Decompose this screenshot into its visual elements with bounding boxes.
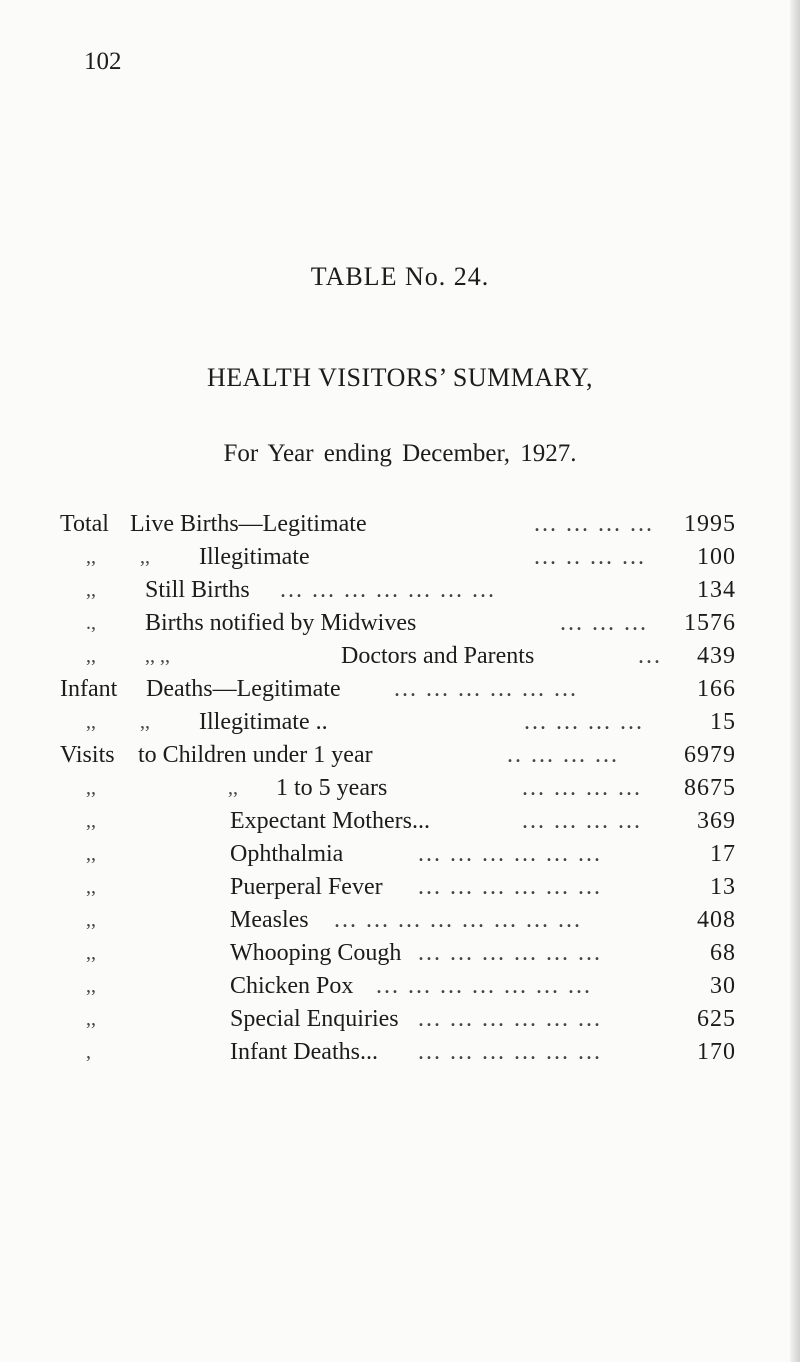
table-title: TABLE No. 24. [310,262,490,291]
row-leader: ... ... ... ... ... ... [418,940,602,966]
row-leader: ... ... ... ... ... ... ... [376,973,592,999]
row-leader: ... ... ... ... ... ... [418,874,602,900]
row-ditto: ,, ,, [145,645,170,667]
row-leader: ... ... ... ... ... ... ... [280,577,496,603]
row-label: Deaths—Legitimate [146,676,341,702]
row-prefix: ,, [86,942,96,964]
table-row [0,739,800,771]
row-value: 166 [697,676,736,702]
row-prefix: ,, [86,876,96,898]
row-leader: ... ... ... ... [522,808,642,834]
table-row [0,706,800,738]
table-row [0,1036,800,1068]
table-row [0,541,800,573]
row-leader: ... ... ... ... [534,511,654,537]
row-prefix: ., [86,612,96,634]
row-label: Live Births—Legitimate [130,511,367,537]
row-ditto: ,, [228,777,238,799]
row-label: Puerperal Fever [230,874,383,900]
row-value: 625 [697,1006,736,1032]
row-value: 13 [710,874,736,900]
row-label: Infant Deaths... [230,1039,378,1065]
row-prefix: , [86,1041,91,1063]
row-label: Doctors and Parents [341,643,535,669]
row-value: 439 [697,643,736,669]
table-row [0,937,800,969]
row-value: 170 [697,1039,736,1065]
table-row [0,1003,800,1035]
row-label: Expectant Mothers... [230,808,430,834]
table-row [0,574,800,606]
row-label: Special Enquiries [230,1006,399,1032]
row-label: Chicken Pox [230,973,354,999]
row-value: 134 [697,577,736,603]
row-ditto: ,, [140,711,150,733]
row-leader: ... ... ... ... ... ... [418,1006,602,1032]
table-row [0,772,800,804]
row-prefix: ,, [86,546,96,568]
row-prefix: ,, [86,909,96,931]
table-row [0,673,800,705]
table-row [0,640,800,672]
row-prefix: ,, [86,843,96,865]
row-label: Measles [230,907,309,933]
row-value: 30 [710,973,736,999]
table-row [0,838,800,870]
row-value: 100 [697,544,736,570]
document-subheading: For Year ending December, 1927. [223,440,577,467]
document-heading: HEALTH VISITORS’ SUMMARY, [207,363,593,392]
row-label: Whooping Cough [230,940,402,966]
row-leader: ... ... ... ... [524,709,644,735]
row-leader: ... ... ... ... ... ... ... ... [334,907,582,933]
table-row [0,871,800,903]
row-label: Illegitimate [199,544,310,570]
table-row [0,607,800,639]
row-value: 1576 [684,610,736,636]
row-value: 17 [710,841,736,867]
row-label: Illegitimate .. [199,709,328,735]
row-label: 1 to 5 years [276,775,388,801]
row-value: 6979 [684,742,736,768]
row-prefix: ,, [86,810,96,832]
row-value: 369 [697,808,736,834]
row-prefix: Total [60,511,109,537]
row-leader: ... .. ... ... [534,544,646,570]
row-leader: ... ... ... ... [522,775,642,801]
row-leader: ... [638,643,662,669]
row-prefix: ,, [86,777,96,799]
row-leader: .. ... ... ... [507,742,619,768]
row-prefix: ,, [86,579,96,601]
row-value: 68 [710,940,736,966]
row-prefix: ,, [86,645,96,667]
table-row [0,805,800,837]
row-value: 8675 [684,775,736,801]
row-ditto: ,, [140,546,150,568]
row-label: Births notified by Midwives [145,610,417,636]
row-label: Ophthalmia [230,841,344,867]
table-row [0,904,800,936]
row-prefix: ,, [86,975,96,997]
page-number: 102 [84,48,122,75]
row-leader: ... ... ... ... ... ... [418,841,602,867]
row-leader: ... ... ... ... ... ... [394,676,578,702]
row-value: 408 [697,907,736,933]
row-prefix: Infant [60,676,118,702]
row-leader: ... ... ... [560,610,648,636]
row-prefix: ,, [86,1008,96,1030]
row-label: Still Births [145,577,250,603]
row-prefix: Visits [60,742,115,768]
table-row [0,970,800,1002]
row-value: 1995 [684,511,736,537]
row-prefix: ,, [86,711,96,733]
row-value: 15 [710,709,736,735]
row-label: to Children under 1 year [138,742,373,768]
table-row [0,508,800,540]
row-leader: ... ... ... ... ... ... [418,1039,602,1065]
